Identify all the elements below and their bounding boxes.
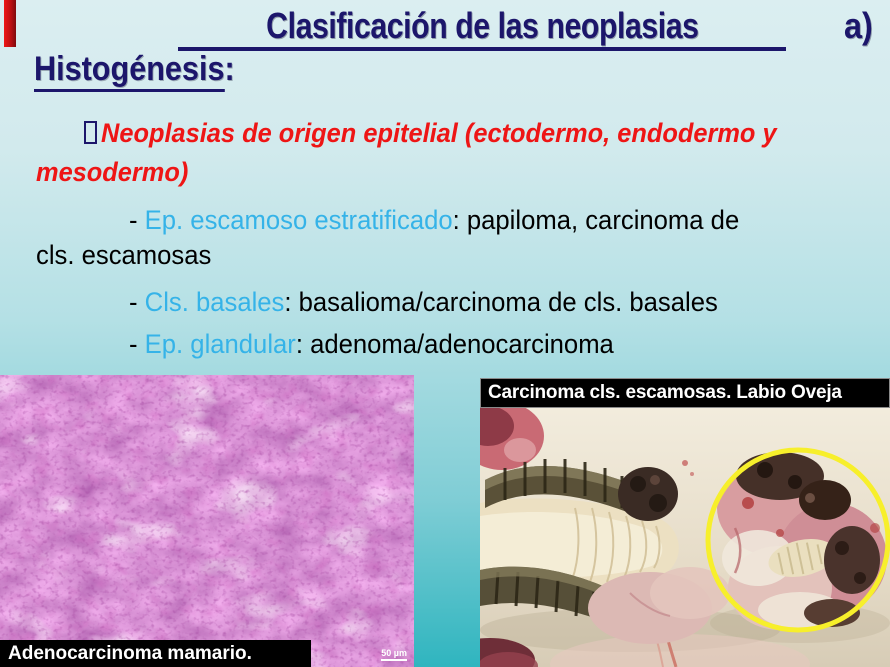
- bullet-line-1: Neoplasias de origen epitelial (ectodermo, endodermo y: [84, 118, 820, 149]
- histology-figure: [0, 375, 414, 667]
- sub-bullet-3: - Ep. glandular: adenoma/adenocarcinoma: [129, 329, 614, 359]
- left-caption-bar: [0, 640, 311, 667]
- scale-bar-label: 50 µm: [381, 648, 407, 661]
- gross-photo-figure: [480, 378, 890, 667]
- square-bullet-icon: [84, 121, 97, 144]
- term-ep-escamoso: Ep. escamoso estratificado: [144, 205, 453, 235]
- left-caption-text: Adenocarcinoma mamario.: [8, 643, 252, 664]
- title-underline: [178, 5, 786, 51]
- histology-micrograph-image: [0, 375, 414, 667]
- right-caption-bar: [480, 378, 890, 408]
- slide-title: Clasificación de las neoplasias: [265, 5, 699, 46]
- sheep-lip-specimen-image: [480, 408, 890, 667]
- red-accent-bar-icon: [4, 0, 16, 47]
- term-ep-glandular: Ep. glandular: [144, 329, 296, 359]
- section-heading: [34, 50, 257, 89]
- corner-label: a): [843, 5, 873, 46]
- bullet-line-2: mesodermo): [36, 157, 189, 187]
- heading-word: Histogénesis: [34, 50, 224, 92]
- sub-bullet-1-line-1: - Ep. escamoso estratificado: papiloma, carcinoma de: [129, 205, 740, 235]
- term-cls-basales: Cls. basales: [144, 287, 285, 317]
- sub-bullet-1-line-2: cls. escamosas: [36, 240, 212, 270]
- sub-bullet-2: - Cls. basales: basalioma/carcinoma de cls. basales: [129, 287, 718, 317]
- right-caption-text: Carcinoma cls. escamosas. Labio Oveja: [488, 382, 842, 403]
- heading-colon: :: [224, 50, 235, 88]
